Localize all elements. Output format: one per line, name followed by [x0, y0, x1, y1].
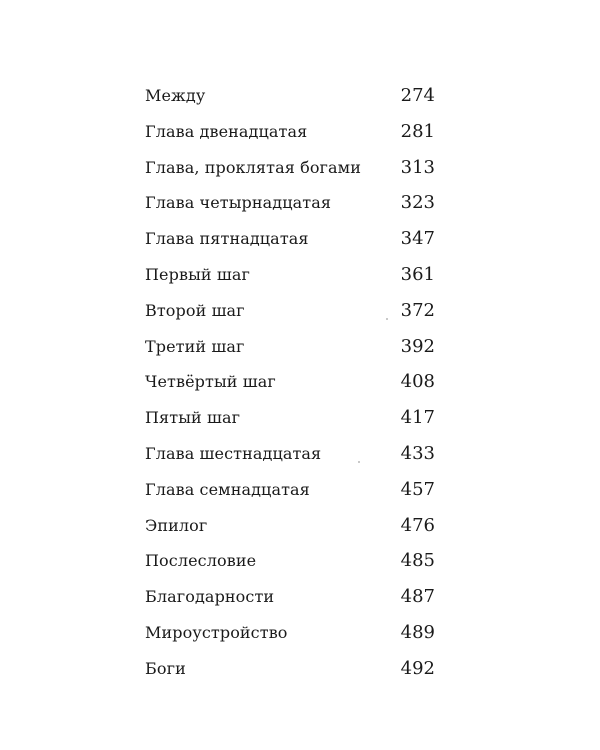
- toc-entry-title: Третий шаг: [145, 336, 245, 356]
- toc-entry-title: Глава шестнадцатая: [145, 443, 322, 463]
- toc-entry-title: Благодарности: [145, 587, 275, 607]
- toc-entry: [145, 185, 435, 221]
- paper-speck: [386, 318, 388, 320]
- toc-entry-page: 489: [400, 621, 435, 643]
- toc-entry-page: 487: [400, 586, 435, 608]
- toc-entry: [145, 150, 435, 186]
- toc-entry-page: 433: [400, 442, 435, 464]
- toc-entry-title: Четвёртый шаг: [145, 372, 276, 392]
- toc-entry-page: 372: [400, 299, 435, 321]
- toc-entry-title: Послесловие: [145, 551, 257, 571]
- toc-entry: [145, 221, 435, 257]
- toc-entry-title: Глава семнадцатая: [145, 479, 310, 499]
- toc-entry: [145, 472, 435, 508]
- toc-entry-page: 323: [400, 192, 435, 214]
- toc-entry-page: 492: [400, 657, 435, 679]
- toc-entry-title: Между: [145, 86, 206, 105]
- toc-entry: [145, 579, 435, 615]
- toc-entry-title: Глава четырнадцатая: [145, 193, 332, 213]
- toc-entry-title: Глава, проклятая богами: [145, 157, 361, 177]
- toc-entry-title: Пятый шаг: [145, 408, 241, 428]
- toc-entry-page: 457: [400, 478, 435, 500]
- toc-entry: [145, 508, 435, 544]
- toc-entry: [145, 364, 435, 400]
- table-of-contents: [145, 78, 435, 687]
- toc-entry: [145, 615, 435, 651]
- toc-entry-title: Первый шаг: [145, 264, 250, 284]
- toc-entry: [145, 78, 435, 114]
- toc-entry-title: Мироустройство: [145, 622, 288, 642]
- paper-speck: [358, 461, 360, 463]
- toc-entry-page: 361: [400, 263, 435, 285]
- toc-entry: [145, 114, 435, 150]
- toc-entry-page: 313: [400, 156, 435, 178]
- toc-entry: [145, 257, 435, 293]
- toc-entry-page: 347: [400, 228, 435, 250]
- toc-entry-page: 485: [400, 550, 435, 572]
- toc-entry-page: 281: [400, 120, 435, 142]
- toc-entry-page: 274: [400, 85, 435, 106]
- toc-entry-title: Второй шаг: [145, 300, 245, 320]
- toc-entry: [145, 651, 435, 687]
- toc-entry-title: Глава пятнадцатая: [145, 229, 309, 249]
- toc-entry-page: 476: [400, 514, 435, 536]
- toc-entry-title: Боги: [145, 658, 186, 678]
- toc-entry: [145, 400, 435, 436]
- toc-entry-page: 417: [400, 407, 435, 429]
- toc-entry-page: 408: [400, 371, 435, 393]
- toc-entry: [145, 329, 435, 365]
- toc-entry: [145, 436, 435, 472]
- toc-entry-title: Глава двенадцатая: [145, 121, 308, 141]
- toc-entry-page: 392: [400, 335, 435, 357]
- toc-entry: [145, 543, 435, 579]
- toc-entry-title: Эпилог: [145, 515, 208, 535]
- toc-entry: [145, 293, 435, 329]
